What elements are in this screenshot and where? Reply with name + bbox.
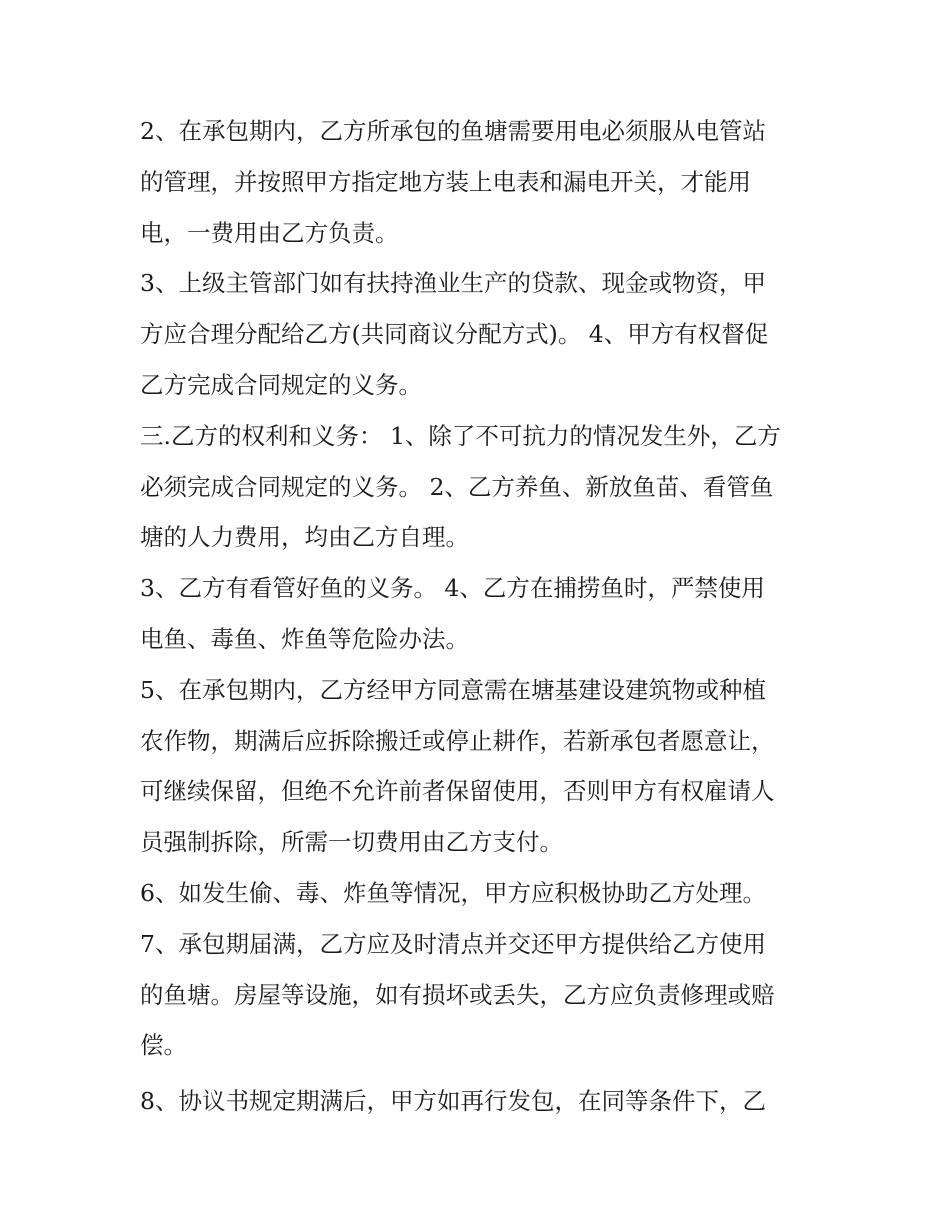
text-line: 三.乙方的权利和义务： 1、除了不可抗力的情况发生外，乙方 (140, 421, 781, 450)
text-line: 农作物，期满后应拆除搬迁或停止耕作，若新承包者愿意让， (140, 726, 775, 755)
text-line: 电，一费用由乙方负责。 (140, 218, 399, 247)
text-line: 5、在承包期内，乙方经甲方同意需在塘基建设建筑物或种植 (140, 675, 766, 704)
text-line: 2、在承包期内，乙方所承包的鱼塘需要用电必须服从电管站 (140, 117, 766, 145)
text-line: 电鱼、毒鱼、炸鱼等危险办法。 (140, 624, 469, 653)
text-line: 的管理，并按照甲方指定地方装上电表和漏电开关，才能用 (140, 167, 751, 196)
text-line: 6、如发生偷、毒、炸鱼等情况，甲方应积极协助乙方处理。 (140, 878, 766, 907)
text-line: 塘的人力费用，均由乙方自理。 (140, 523, 469, 552)
text-line: 可继续保留，但绝不允许前者保留使用，否则甲方有权雇请人 (140, 777, 775, 806)
text-line: 3、乙方有看管好鱼的义务。 4、乙方在捕捞鱼时，严禁使用 (140, 574, 765, 603)
text-line: 8、协议书规定期满后，甲方如再行发包，在同等条件下，乙 (140, 1087, 766, 1116)
text-line: 员强制拆除，所需一切费用由乙方支付。 (140, 828, 563, 857)
text-line: 的鱼塘。房屋等设施，如有损坏或丢失，乙方应负责修理或赔 (140, 980, 775, 1009)
text-line: 偿。 (140, 1031, 187, 1060)
text-line: 方应合理分配给乙方(共同商议分配方式)。 4、甲方有权督促 (140, 320, 769, 349)
contract-body-text (140, 106, 820, 1127)
text-line: 7、承包期届满，乙方应及时清点并交还甲方提供给乙方使用 (140, 929, 766, 958)
text-line: 必须完成合同规定的义务。 2、乙方养鱼、新放鱼苗、看管鱼 (140, 472, 774, 501)
text-line: 3、上级主管部门如有扶持渔业生产的贷款、现金或物资，甲 (140, 269, 766, 298)
text-line: 乙方完成合同规定的义务。 (140, 370, 422, 399)
